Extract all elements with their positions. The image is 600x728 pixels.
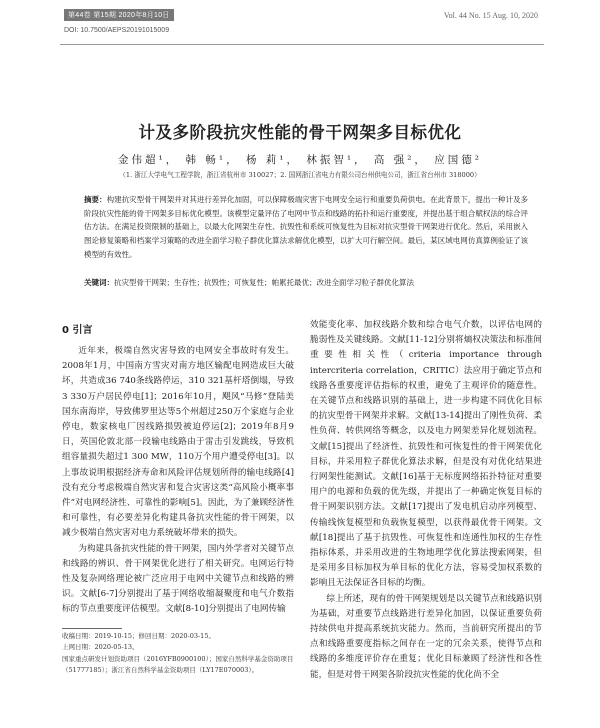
left-column xyxy=(62,344,294,618)
paper-title: 计及多阶段抗灾性能的骨干网架多目标优化 xyxy=(138,123,462,142)
footnote xyxy=(62,631,294,677)
right-paragraph-2: 综上所述，现有的骨干网架规划是以关键节点和线路识别为基础，对重要节点线路进行差异化加固，以保证重要负荷持续供电并提高系统抗灾能力。然而，当前研究所提出的节点和线路重要度指标之间存在一定的冗余关系，使得节点和线路的多维度评价存在重复；优化目标兼顾了经济性和各性能，但是对骨干网架各阶段抗灾性能的优化尚不全 xyxy=(310,593,542,680)
abstract-text: 构建抗灾型骨干网架并对其进行差异化加固，可以保障极端灾害下电网安全运行和重要负荷供电。在此背景下，提出一种计及多阶段抗灾性能的骨干网架多目标优化模型。该模型定量评估了电网中节点和线路的拓扑和运行重要度，并提出基于组合赋权法的综合评估方法。在满足投资限制的基础上，以最大化网架生存性、抗毁性和系统可恢复性为目标对抗灾型骨干网架进行优化。然后，采用嵌入图论修复策略和档案学习策略的改进全面学习粒子群优化算法求解优化模型，以扩大可行解空间。最后，某区域电网仿真算例验证了该模型的有效性。 xyxy=(84,195,528,259)
abstract xyxy=(84,193,528,262)
right-column xyxy=(310,318,542,683)
abstract-label: 摘要： xyxy=(84,195,107,204)
right-paragraph-1: 效能变化率、加权线路介数和综合电气介数，以评估电网的脆弱性及关键线路。文献[11-12]分别将熵权决策法和标准间重要性相关性（criteria importance through intercriteria correlation，CRITIC）法应用于确定节点和线路各重要度评估指标的权重，避免了主观评价的随意性。在关键节点和线路识别的基础上，进一步构建不同优化目标的抗灾型骨干网架并求解。文献[13-14]提出了刚性负荷、柔性负荷、转供网络等概念，以及电力网架差异化规划流程。文献[15]提出了经济性、抗毁性和可恢复性的骨干网架优化目标，并采用粒子群优化算法求解，但是没有对优化结果进行网架性能测试。文献[16]基于无标度网络拓扑特征对重要用户的电源和负载的优先级，并提出了一种确定恢复目标的骨干网架识别方法。文献[17]提出了发电机启动序列模型、传输线恢复模型和负载恢复模型，以获得最优骨干网架。文献[18]提出了基于抗毁性、可恢复性和连通性加权的生存性指标体系，并采用改进的生物地理学优化算法搜索网架，但是采用多目标加权为单目标的优化方法，容易受加权系数的影响且无法保证各目标的均衡。 xyxy=(310,320,542,589)
author-list: 金伟超¹， 韩 畅¹， 杨 莉¹， 林振智¹， 高 强²， 应国德² xyxy=(118,154,482,166)
header-divider xyxy=(60,44,544,45)
volume-label: Vol. 44 No. 15 Aug. 10, 2020 xyxy=(443,11,538,20)
left-paragraph-1: 近年来，极端自然灾害导致的电网安全事故时有发生。2008年1月，中国南方雪灾对南方地区输配电网造成巨大破坏，共造成36 740条线路停运，310 321基杆塔倒塌，导致3 330万户居民停电[1]；2016年10月，飓风“马修”登陆美国东南海岸，导致佛罗里达等5个州超过250万个家庭与企业停电，数家核电厂因线路损毁被迫停运[2]；2019年8月9日，英国伦敦北部一段输电线路由于雷击引发跳线，导致机组容量损失超过1 300 MW，110万个用户遭受停电[3]。以上事故说明根据经济寿命和风险评估规划所得的输电线路[4]没有充分考虑极端自然灾害和复合灾害这类“高风险小概率事件”对电网经济性、可靠性的影响[5]。因此，为了兼顾经济性和可靠性，有必要差异化构建具备抗灾性能的骨干网架，以减少极端自然灾害对电力系统破坏带来的损失。 xyxy=(62,346,294,539)
left-paragraph-2: 为构建具备抗灾性能的骨干网架，国内外学者对关键节点和线路的辨识、骨干网架优化进行了相关研究。电网运行特性及复杂网络理论被广泛应用于电网中关键节点和线路的辨识。文献[6-7]分别提出了基于网络收缩凝聚度和电气介数指标的节点重要度评估模型。文献[8-10]分别提出了电网传输 xyxy=(62,543,294,615)
footnote-divider xyxy=(62,628,122,629)
online-date: 上网日期：2020-05-13。 xyxy=(62,643,139,652)
journal-issue-label: 第44卷 第15期 2020年8月10日 xyxy=(64,9,174,21)
keywords-text: 抗灾型骨干网架；生存性；抗毁性；可恢复性；帕累托最优；改进全面学习粒子群优化算法 xyxy=(114,278,414,287)
received-date: 收稿日期：2019-10-15；修回日期：2020-03-15。 xyxy=(62,632,215,640)
doi-label: DOI: 10.7500/AEPS20191015009 xyxy=(64,27,170,34)
keywords-label: 关键词： xyxy=(84,278,114,287)
fund-info: 国家重点研发计划资助项目（2016YFB0900100）；国家自然科学基金资助项目（51777185）；浙江省自然科学基金资助项目（LY17E070003）。 xyxy=(62,654,294,675)
section-heading: 0 引言 xyxy=(62,325,93,336)
affiliation: （1. 浙江大学电气工程学院，浙江省杭州市 310027；2. 国网浙江省电力有限公司台州供电公司，浙江省台州市 318000） xyxy=(119,171,481,179)
keywords xyxy=(84,276,528,290)
